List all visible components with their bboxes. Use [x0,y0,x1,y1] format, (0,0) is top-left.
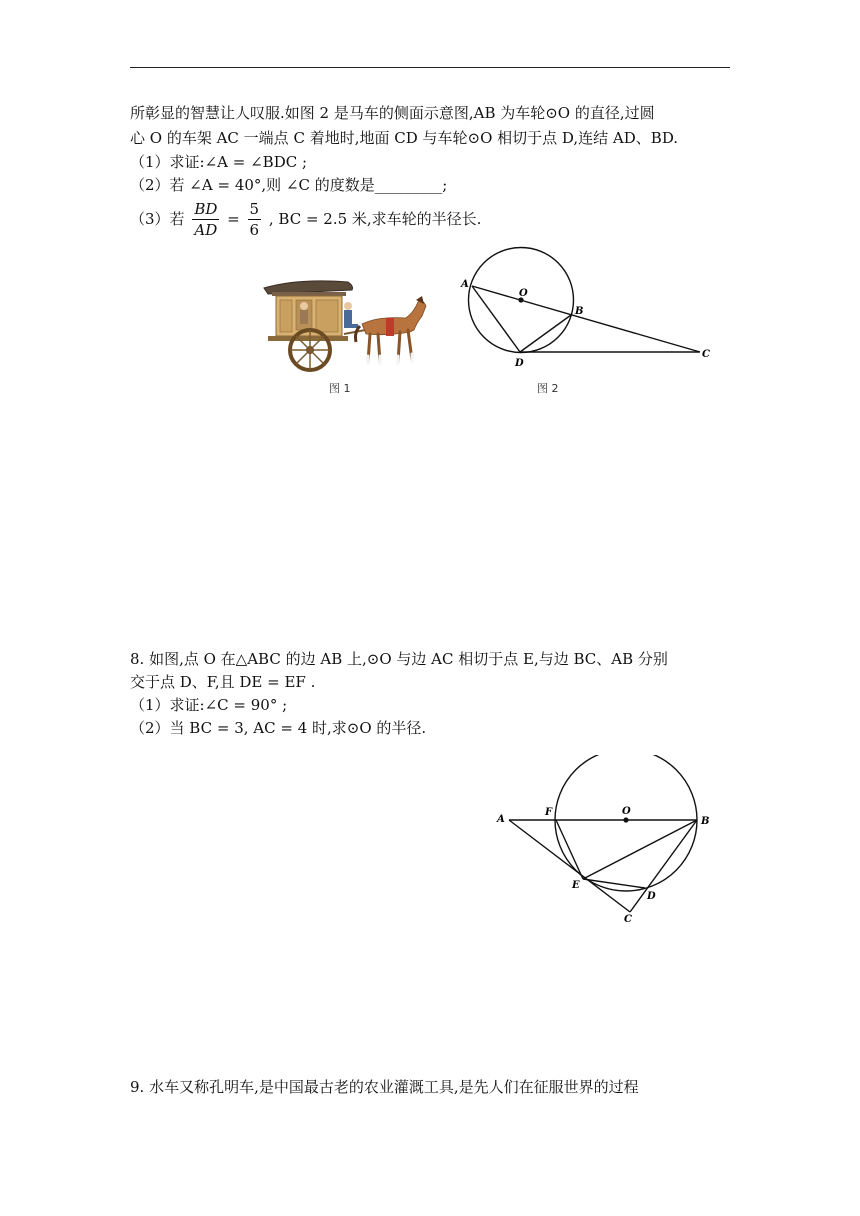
header-rule [130,67,730,68]
label-o: O [622,806,631,817]
carriage-illustration [258,272,430,376]
q8-part2: （2）当 BC = 3, AC = 4 时,求⊙O 的半径. [130,719,427,737]
fraction-numerator: 5 [249,199,260,218]
q7-text-line1: 所彰显的智慧让人叹服.如图 2 是马车的侧面示意图,AB 为车轮⊙O 的直径,过圆 [130,104,655,122]
segment-ad [472,286,520,352]
q7-part3-suffix: , BC = 2.5 米,求车轮的半径长. [268,210,482,228]
q8-geometry-figure [490,755,720,930]
label-a: A [461,279,469,290]
q7-text-line2: 心 O 的车架 AC 一端点 C 着地时,地面 CD 与车轮⊙O 相切于点 D,连结 AD、BD. [130,129,679,147]
label-a: A [497,814,505,825]
q7-part3 [130,194,481,243]
segment-ac [472,286,700,352]
label-e: E [572,880,580,891]
q7-part3-fraction-5-6 [248,199,262,240]
label-c: C [624,914,632,925]
label-o: O [519,288,528,299]
q7-part3-prefix: （3）若 [130,210,185,228]
fraction-numerator: BD [194,199,218,218]
center-point [623,817,628,822]
q8-text-line2: 交于点 D、F,且 DE = EF . [130,673,316,691]
q8-part1: （1）求证:∠C = 90° ; [130,696,288,714]
label-c: C [702,349,710,360]
segment-be [583,820,697,879]
label-d: D [647,891,656,902]
fraction-denominator: 6 [249,220,260,239]
segment-ac [509,820,630,912]
figure2-caption: 图 2 [537,382,559,395]
fraction-denominator: AD [194,220,218,239]
q7-part3-fraction-bd-ad [192,199,219,240]
label-d: D [515,358,524,369]
segment-bc [630,820,697,912]
label-f: F [545,807,553,818]
label-b: B [575,306,584,317]
q7-part1: （1）求证:∠A = ∠BDC ; [130,153,308,171]
segment-fe [556,820,583,879]
label-b: B [701,816,710,827]
q9-text-line1: 9. 水车又称孔明车,是中国最古老的农业灌溉工具,是先人们在征服世界的过程 [130,1078,639,1096]
q7-part2: （2）若 ∠A = 40°,则 ∠C 的度数是_________; [130,176,448,194]
figure1-caption: 图 1 [329,382,351,395]
q7-geometry-figure [455,240,725,375]
q8-text-line1: 8. 如图,点 O 在△ABC 的边 AB 上,⊙O 与边 AC 相切于点 E,与边 BC、AB 分别 [130,650,668,668]
q7-part3-equals: = [227,210,240,228]
